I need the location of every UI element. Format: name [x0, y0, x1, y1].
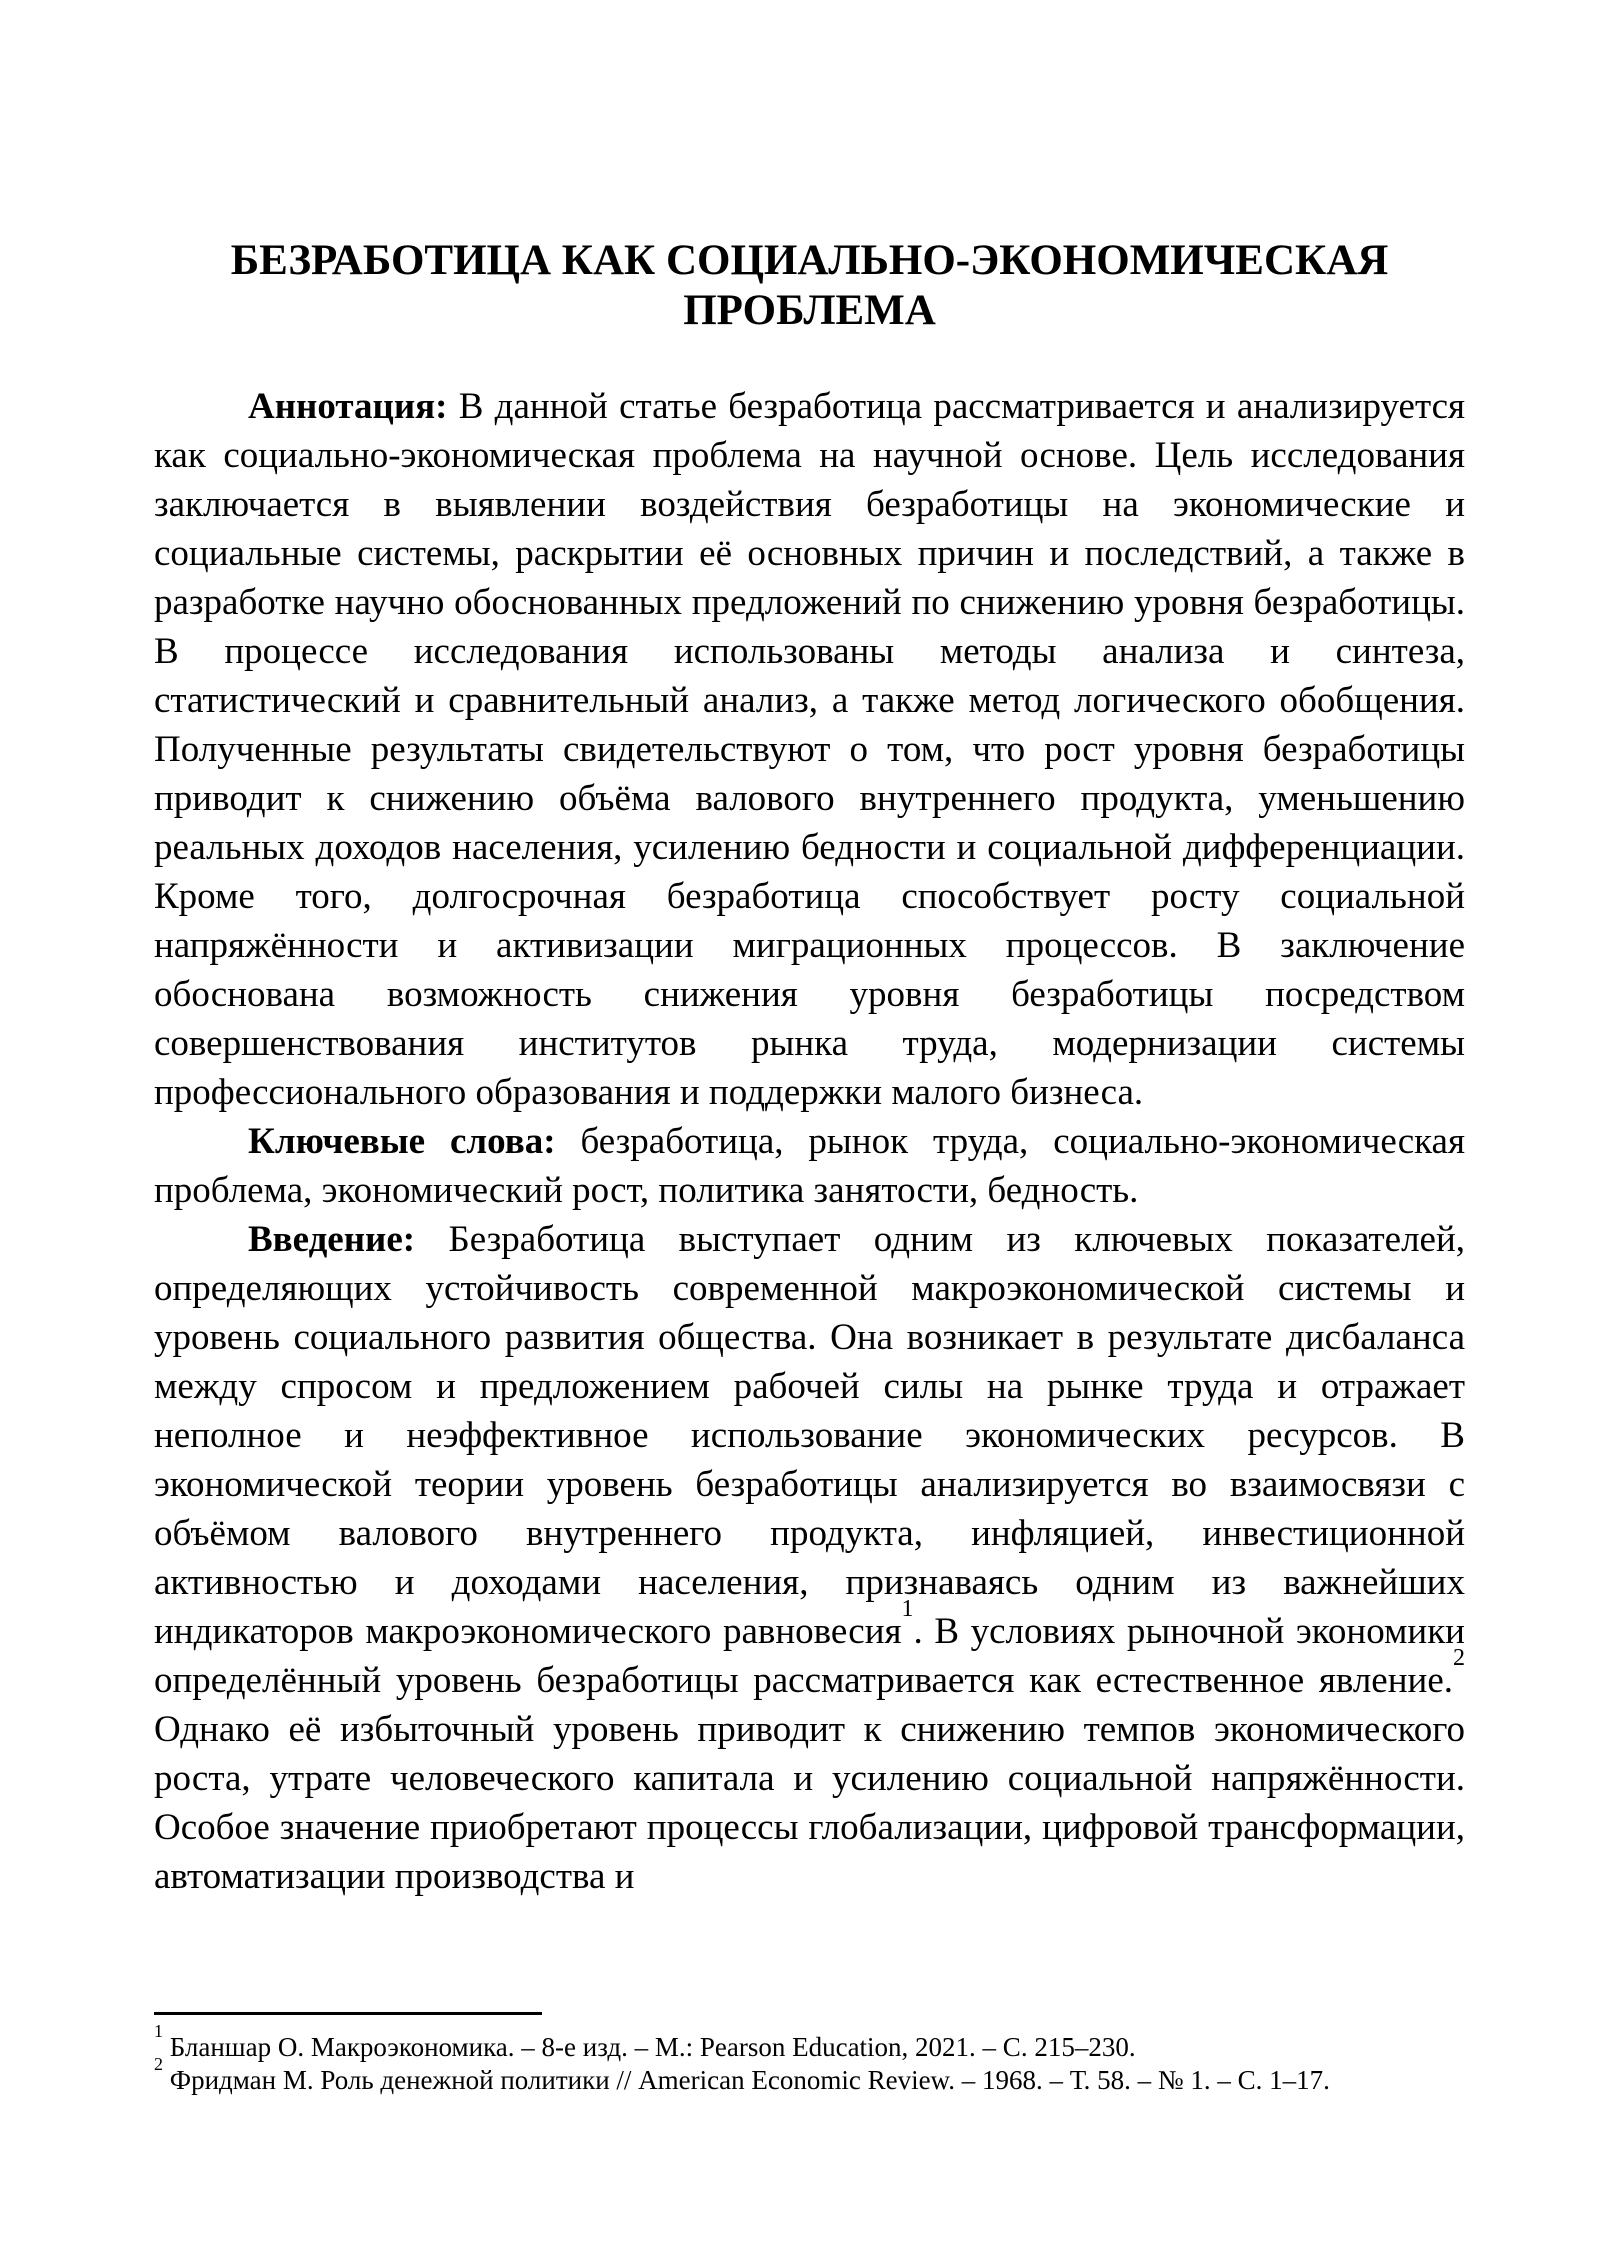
- footnote-1-text: Бланшар О. Макроэкономика. – 8-е изд. – М.: Pearson Education, 2021. – С. 215–230.: [169, 2032, 1136, 2062]
- footnote-reference-1: 1: [901, 1595, 914, 1622]
- keywords-text: безработица, рынок труда, социально-экономическая проблема, экономический рост, политика занятости, бедность.: [154, 1121, 1465, 1211]
- footnote-2: [154, 2054, 1466, 2097]
- annotation-text: В данной статье безработица рассматривается и анализируется как социально-экономическая проблема на научной основе. Цель исследования заключается в выявлении воздействия безработицы на экономические и социальные системы, раскрытии её основных причин и последствий, а также в разработке научно обоснованных предложений по снижению уровня безработицы. В процессе исследования использованы методы анализа и синтеза, статистический и сравнительный анализ, а также метод логического обобщения. Полученные результаты свидетельствуют о том, что рост уровня безработицы приводит к снижению объёма валового внутреннего продукта, уменьшению реальных доходов населения, усилению бедности и социальной дифференциации. Кроме того, долгосрочная безработица способствует росту социальной напряжённости и активизации миграционных процессов. В заключение обоснована возможность снижения уровня безработицы посредством совершенствования институтов рынка труда, модернизации системы профессионального образования и поддержки малого бизнеса.: [154, 386, 1466, 1113]
- paragraph-keywords: [154, 1117, 1465, 1215]
- footnotes-section: [154, 2012, 1466, 2097]
- footnote-2-text: Фридман М. Роль денежной политики // American Economic Review. – 1968. – Т. 58. – № 1. – С. 1–17.: [169, 2065, 1330, 2095]
- introduction-text-part1: Безработица выступает одним из ключевых показателей, определяющих устойчивость современной макроэкономической системы и уровень социального развития общества. Она возникает в результате дисбаланса между спросом и предложением рабочей силы на рынке труда и отражает неполное и неэффективное использование экономических ресурсов. В экономической теории уровень безработицы анализируется во взаимосвязи с объёмом валового внутреннего продукта, инфляцией, инвестиционной активностью и доходами населения, признаваясь одним из важнейших индикаторов макроэкономического равновесия: [154, 1219, 1466, 1652]
- footnote-2-marker: 2: [154, 2054, 163, 2074]
- footnote-1: [154, 2021, 1466, 2064]
- footnote-1-marker: 1: [154, 2021, 163, 2041]
- page-title: [154, 236, 1465, 336]
- keywords-label: Ключевые слова:: [248, 1121, 556, 1162]
- annotation-label: Аннотация:: [248, 386, 448, 427]
- paragraph-annotation: [154, 382, 1465, 1117]
- footnote-separator-line: [154, 2012, 542, 2015]
- title-line-2: ПРОБЛЕМА: [683, 287, 936, 334]
- footnote-reference-2: 2: [1453, 1644, 1465, 1671]
- introduction-text-part3: Однако её избыточный уровень приводит к снижению темпов экономического роста, утрате человеческого капитала и усилению социальной напряжённости. Особое значение приобретают процессы глобализации, цифровой трансформации, автоматизации производства и: [154, 1709, 1465, 1897]
- title-line-1: БЕЗРАБОТИЦА КАК СОЦИАЛЬНО-ЭКОНОМИЧЕСКАЯ: [230, 237, 1389, 284]
- paragraph-introduction: [154, 1215, 1465, 1901]
- introduction-label: Введение:: [248, 1219, 416, 1260]
- introduction-text-part2: . В условиях рыночной экономики определённый уровень безработицы рассматривается как естественное явление.: [154, 1611, 1465, 1701]
